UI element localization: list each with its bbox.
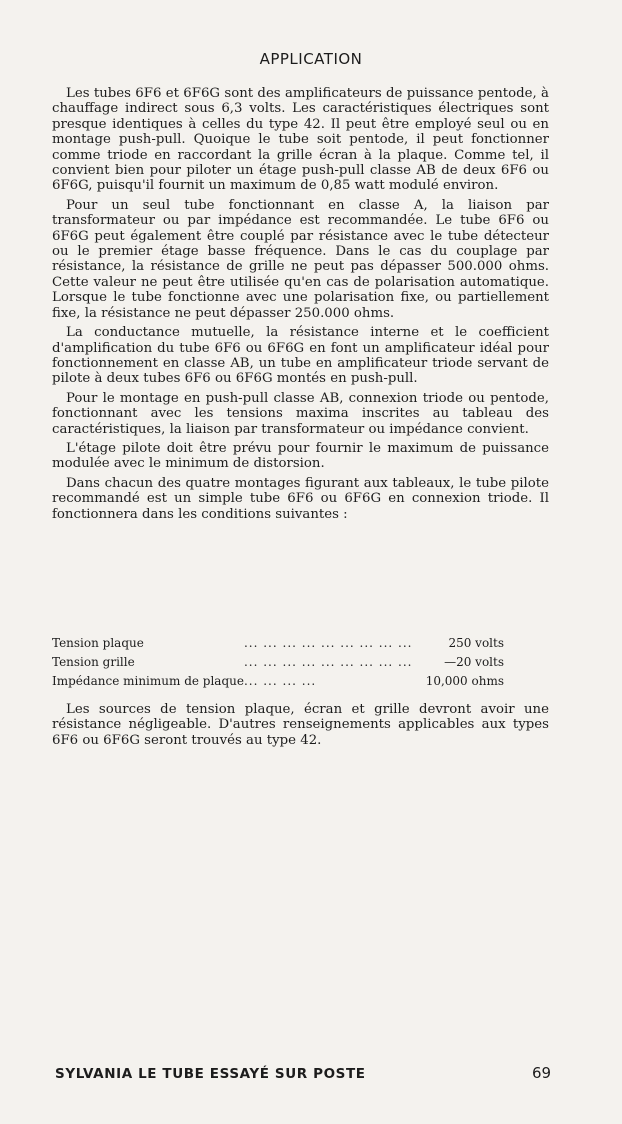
footer-publication: SYLVANIA LE TUBE ESSAYÉ SUR POSTE	[55, 1066, 366, 1082]
spec-label: Impédance minimum de plaque	[52, 674, 244, 688]
spec-leader-dots: ... ... ... ... ... ... ... ... ...	[243, 636, 413, 650]
spec-leader-dots: ... ... ... ... ... ... ... ... ...	[243, 655, 413, 669]
spec-value: 250 volts	[448, 636, 504, 650]
closing-text	[52, 702, 549, 748]
paragraph-driver-stage: L'étage pilote doit être prévu pour fournir le maximum de puissance modulée avec le minimum de distorsion.	[52, 440, 549, 472]
spec-leader-dots: ... ... ... ...	[243, 674, 317, 688]
paragraph-conductance: La conductance mutuelle, la résistance interne et le coefficient d'amplification du tube 6F6 ou 6F6G en font un amplificateur idéal pour fonctionnement en classe AB, un tube en amplificateur triode servant de pilote à deux tubes 6F6 ou 6F6G montés en push-pull.	[52, 325, 549, 387]
body-text	[52, 86, 549, 526]
footer-page-number: 69	[532, 1064, 552, 1082]
spec-row-plate-voltage	[52, 634, 504, 653]
spec-value: —20 volts	[444, 655, 504, 669]
spec-value: 10,000 ohms	[425, 674, 504, 688]
spec-label: Tension plaque	[52, 636, 144, 650]
paragraph-closing: Les sources de tension plaque, écran et grille devront avoir une résistance négligeable. D'autres renseignements applicables aux types 6F6 ou 6F6G seront trouvés au type 42.	[52, 702, 549, 748]
spec-row-plate-impedance	[52, 672, 504, 691]
spec-table	[52, 634, 504, 691]
paragraph-class-a: Pour un seul tube fonctionnant en classe A, la liaison par transformateur ou par impédance est recommandée. Le tube 6F6 ou 6F6G peut également être couplé par résistance avec le tube détecteur ou le premier étage basse fréquence. Dans le cas du couplage par résistance, la résistance de grille ne peut pas dépasser 500.000 ohms. Cette valeur ne peut être utilisée qu'en cas de polarisation automatique. Lorsque le tube fonctionne avec une polarisation fixe, ou partiellement fixe, la résistance ne peut dépasser 250.000 ohms.	[52, 197, 549, 321]
spec-row-grid-voltage	[52, 653, 504, 672]
paragraph-push-pull: Pour le montage en push-pull classe AB, connexion triode ou pentode, fonctionnant avec les tensions maxima inscrites au tableau des caractéristiques, la liaison par transformateur ou impédance convient.	[52, 390, 549, 437]
page-title: APPLICATION	[259, 50, 363, 68]
paragraph-intro: Les tubes 6F6 et 6F6G sont des amplificateurs de puissance pentode, à chauffage indirect sous 6,3 volts. Les caractéristiques électriques sont presque identiques à celles du type 42. Il peut être employé seul ou en montage push-pull. Quoique le tube soit pentode, il peut fonctionner comme triode en raccordant la grille écran à la plaque. Comme tel, il convient bien pour piloter un étage push-pull classe AB de deux 6F6 ou 6F6G, puisqu'il fournit un maximum de 0,85 watt modulé environ.	[52, 86, 549, 194]
paragraph-driver-tube: Dans chacun des quatre montages figurant aux tableaux, le tube pilote recommandé est un simple tube 6F6 ou 6F6G en connexion triode. Il fonctionnera dans les conditions suivantes :	[52, 475, 549, 522]
spec-label: Tension grille	[52, 655, 135, 669]
